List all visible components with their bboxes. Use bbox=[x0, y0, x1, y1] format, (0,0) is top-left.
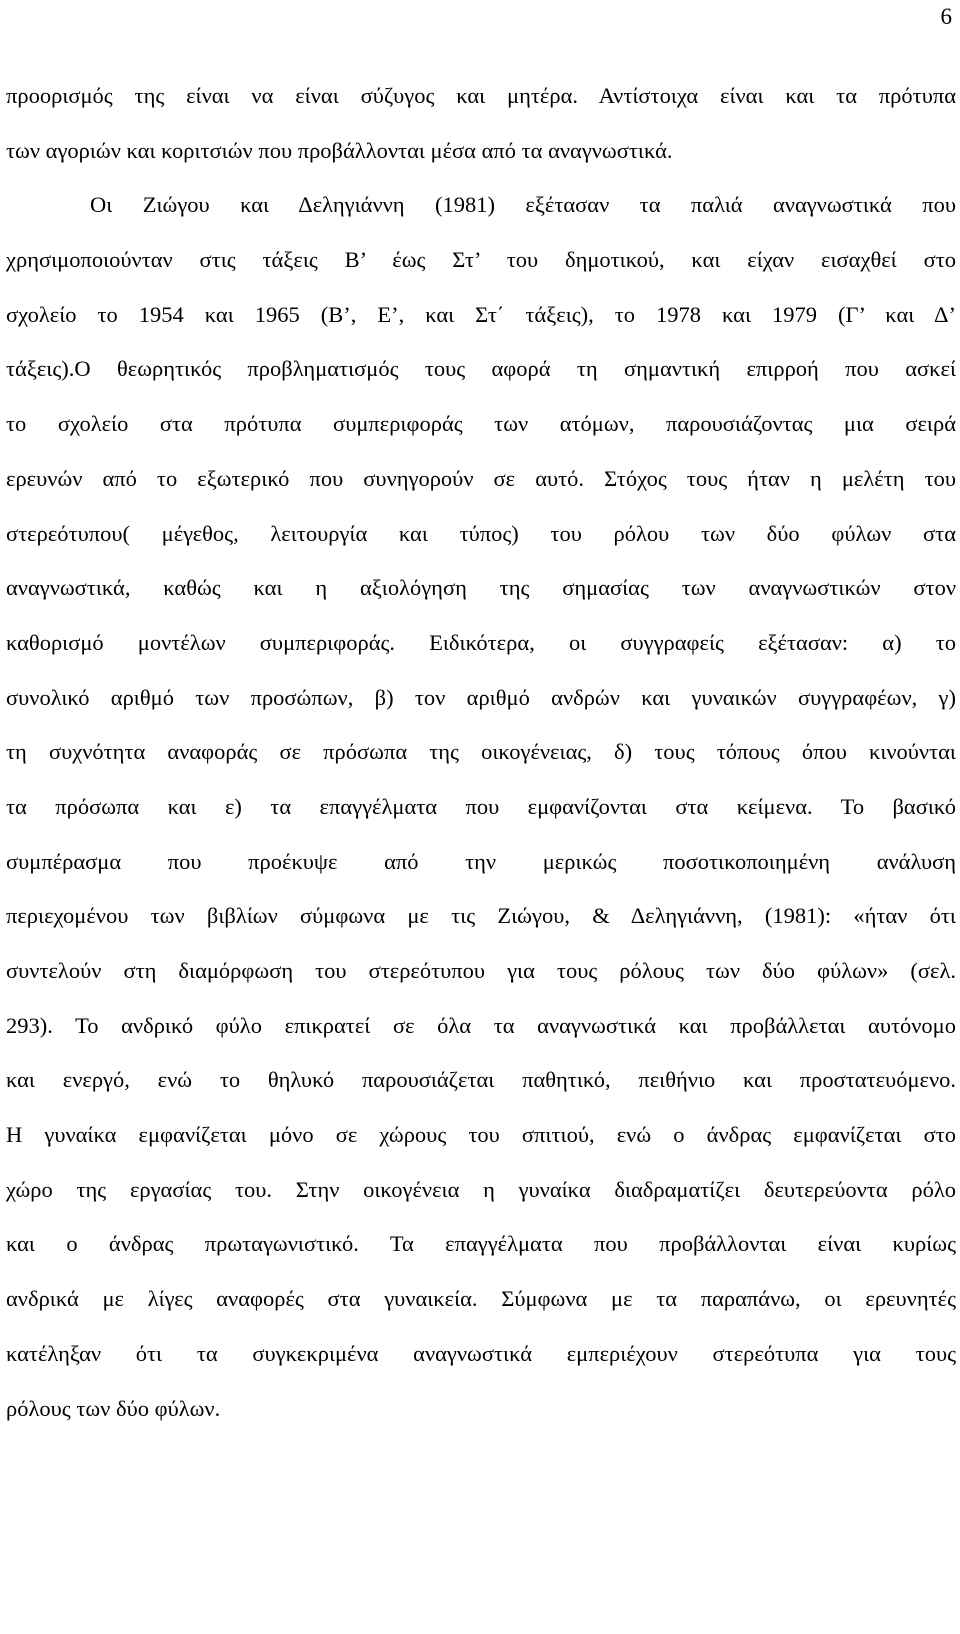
text-line: ανδρικά με λίγες αναφορές στα γυναικεία. Σύμφωνα με τα παραπάνω, οι ερευνητές bbox=[6, 1286, 956, 1312]
text-line: καθορισμό μοντέλων συμπεριφοράς. Ειδικότερα, οι συγγραφείς εξέτασαν: α) το bbox=[6, 629, 956, 655]
text-line: το σχολείο στα πρότυπα συμπεριφοράς των ατόμων, παρουσιάζοντας μια σειρά bbox=[6, 411, 956, 437]
text-line: και ενεργό, ενώ το θηλυκό παρουσιάζεται παθητικό, πειθήνιο και προστατευόμενο. bbox=[6, 1067, 956, 1093]
text-line: σχολείο το 1954 και 1965 (Β’, Ε’, και Στ΄ τάξεις), το 1978 και 1979 (Γ’ και Δ’ bbox=[6, 301, 956, 327]
text-line: χώρο της εργασίας του. Στην οικογένεια η γυναίκα διαδραματίζει δευτερεύοντα ρόλο bbox=[6, 1176, 956, 1202]
body-text bbox=[6, 78, 956, 1445]
text-line: κατέληξαν ότι τα συγκεκριμένα αναγνωστικά εμπεριέχουν στερεότυπα για τους bbox=[6, 1340, 956, 1366]
text-line: χρησιμοποιούνταν στις τάξεις Β’ έως Στ’ του δημοτικού, και είχαν εισαχθεί στο bbox=[6, 247, 956, 273]
text-line: συνολικό αριθμό των προσώπων, β) τον αριθμό ανδρών και γυναικών συγγραφέων, γ) bbox=[6, 684, 956, 710]
text-line: προορισμός της είναι να είναι σύζυγος και μητέρα. Αντίστοιχα είναι και τα πρότυπα bbox=[6, 83, 956, 108]
page-number: 6 bbox=[940, 4, 952, 29]
text-line: των αγοριών και κοριτσιών που προβάλλονται μέσα από τα αναγνωστικά. bbox=[6, 137, 673, 163]
text-line: περιεχομένου των βιβλίων σύμφωνα με τις Ζιώγου, & Δεληγιάννη, (1981): «ήταν ότι bbox=[6, 903, 956, 929]
text-line: ερευνών από το εξωτερικό που συνηγορούν σε αυτό. Στόχος τους ήταν η μελέτη του bbox=[6, 465, 956, 491]
text-line: στερεότυπου( μέγεθος, λειτουργία και τύπος) του ρόλου των δύο φύλων στα bbox=[6, 520, 956, 546]
text-line: Η γυναίκα εμφανίζεται μόνο σε χώρους του σπιτιού, ενώ ο άνδρας εμφανίζεται στο bbox=[6, 1122, 956, 1148]
text-line: τα πρόσωπα και ε) τα επαγγέλματα που εμφανίζονται στα κείμενα. Το βασικό bbox=[6, 793, 956, 819]
text-line: Οι Ζιώγου και Δεληγιάννη (1981) εξέτασαν τα παλιά αναγνωστικά που bbox=[90, 192, 956, 218]
text-line: και ο άνδρας πρωταγωνιστικό. Τα επαγγέλματα που προβάλλονται είναι κυρίως bbox=[6, 1231, 956, 1257]
text-line: αναγνωστικά, καθώς και η αξιολόγηση της σημασίας των αναγνωστικών στον bbox=[6, 575, 956, 601]
text-line: συντελούν στη διαμόρφωση του στερεότυπου για τους ρόλους των δύο φύλων» (σελ. bbox=[6, 958, 956, 983]
text-line: 293). Το ανδρικό φύλο επικρατεί σε όλα τα αναγνωστικά και προβάλλεται αυτόνομο bbox=[6, 1012, 956, 1038]
text-line: τάξεις).Ο θεωρητικός προβληματισμός τους αφορά τη σημαντική επιρροή που ασκεί bbox=[6, 356, 956, 382]
text-line: τη συχνότητα αναφοράς σε πρόσωπα της οικογένειας, δ) τους τόπους όπου κινούνται bbox=[6, 739, 956, 765]
text-line: ρόλους των δύο φύλων. bbox=[6, 1395, 221, 1421]
text-line: συμπέρασμα που προέκυψε από την μερικώς ποσοτικοποιημένη ανάλυση bbox=[6, 848, 956, 874]
